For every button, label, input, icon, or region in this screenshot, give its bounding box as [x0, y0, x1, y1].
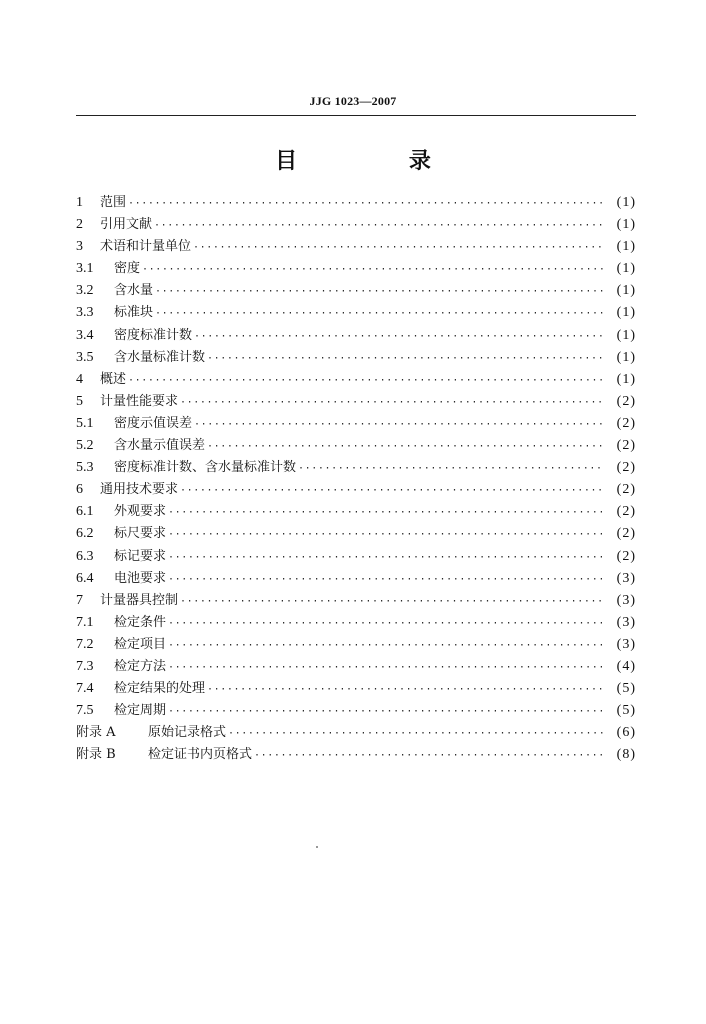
toc-number: 3 [76, 239, 83, 255]
toc-number: 6.1 [76, 504, 94, 520]
toc-page-number: (3) [616, 636, 636, 652]
dot-leader [228, 723, 604, 745]
toc-page-number: (8) [616, 747, 636, 763]
dot-leader [194, 326, 604, 348]
toc-number: 6.2 [76, 526, 94, 542]
toc-entry-3-4[interactable] [76, 325, 636, 347]
dot-leader [128, 370, 604, 392]
toc-number: 1 [76, 195, 83, 210]
toc-title: 检定项目 [114, 636, 167, 652]
toc-entry-3-2[interactable] [76, 280, 636, 302]
toc-title: 通用技术要求 [100, 482, 179, 498]
toc-number: 3.4 [76, 327, 94, 343]
dot-leader [142, 259, 604, 281]
toc-page-number: (4) [616, 658, 636, 674]
toc-number: 3.3 [76, 305, 94, 321]
dot-leader [207, 436, 604, 458]
toc-page-number: (1) [616, 349, 636, 365]
toc-page-number: (1) [616, 217, 636, 233]
toc-title: 引用文献 [100, 217, 153, 233]
toc-page-number: (1) [616, 283, 636, 299]
toc-number: 3.2 [76, 283, 94, 299]
toc-entry-6-1[interactable] [76, 501, 636, 523]
dot-leader [254, 745, 604, 767]
toc-number: 3.5 [76, 349, 94, 365]
toc-entry-7-1[interactable] [76, 612, 636, 634]
toc-number: 附录 B [76, 747, 116, 763]
dot-leader [168, 547, 604, 569]
toc-number: 3.1 [76, 261, 94, 277]
toc-title: 检定证书内页格式 [148, 747, 253, 763]
toc-entry-1[interactable] [76, 192, 636, 214]
toc-number: 7.5 [76, 703, 94, 719]
toc-page-number: (2) [616, 393, 636, 409]
toc-number: 6.3 [76, 548, 94, 564]
header-rule [76, 115, 636, 116]
toc-page-number: (1) [616, 239, 636, 255]
toc-title: 电池要求 [114, 570, 167, 586]
toc-page-number: (3) [616, 570, 636, 586]
toc-number: 7.4 [76, 681, 94, 697]
toc-title: 密度示值误差 [114, 415, 193, 431]
toc-entry-6-3[interactable] [76, 546, 636, 568]
dot-leader [298, 458, 604, 480]
toc-entry-6[interactable] [76, 479, 636, 501]
toc-page-number: (2) [616, 482, 636, 498]
toc-title: 外观要求 [114, 504, 167, 520]
toc-entry-5[interactable] [76, 391, 636, 413]
page-title: 目 录 [275, 149, 483, 174]
dot-leader [180, 591, 604, 613]
toc-page-number: (3) [616, 614, 636, 630]
toc-number: 5.3 [76, 460, 94, 476]
toc-entry-2[interactable] [76, 214, 636, 236]
dot-leader [194, 414, 604, 436]
toc-page-number: (2) [616, 460, 636, 476]
toc-number: 6 [76, 482, 83, 498]
toc-entry-6-4[interactable] [76, 568, 636, 590]
toc-entry-5-3[interactable] [76, 457, 636, 479]
toc-page-number: (5) [616, 703, 636, 719]
toc-title: 含水量标准计数 [114, 349, 206, 365]
toc-entry-3[interactable] [76, 236, 636, 258]
toc-number: 7.2 [76, 636, 94, 652]
toc-page-number: (1) [616, 261, 636, 277]
table-of-contents [76, 192, 636, 766]
dot-leader [155, 303, 604, 325]
toc-title: 标尺要求 [114, 526, 167, 542]
toc-page-number: (6) [616, 725, 636, 741]
toc-number: 4 [76, 371, 83, 387]
toc-title: 计量性能要求 [100, 393, 179, 409]
toc-entry-5-2[interactable] [76, 435, 636, 457]
toc-number: 5.1 [76, 415, 94, 431]
toc-entry-6-2[interactable] [76, 523, 636, 545]
toc-title: 密度标准计数 [114, 327, 193, 343]
toc-number: 7.3 [76, 658, 94, 674]
toc-number: 2 [76, 217, 83, 233]
dot-leader [128, 193, 604, 215]
toc-title: 含水量 [114, 283, 154, 299]
dot-leader [168, 613, 604, 635]
dot-leader [168, 524, 604, 546]
toc-entry-7[interactable] [76, 590, 636, 612]
toc-page-number: (2) [616, 438, 636, 454]
dot-leader [207, 348, 604, 370]
dot-leader [168, 657, 604, 679]
toc-entry-3-1[interactable] [76, 258, 636, 280]
toc-title: 范围 [100, 195, 127, 210]
toc-entry-appendix-b[interactable] [76, 744, 636, 766]
toc-page-number: (1) [616, 305, 636, 321]
dot-leader [168, 569, 604, 591]
toc-entry-4[interactable] [76, 369, 636, 391]
dot-leader [168, 502, 604, 524]
dot-leader [180, 480, 604, 502]
dot-leader [154, 215, 604, 237]
toc-entry-7-5[interactable] [76, 700, 636, 722]
toc-title: 标记要求 [114, 548, 167, 564]
toc-entry-7-4[interactable] [76, 678, 636, 700]
toc-page-number: (3) [616, 592, 636, 608]
toc-title: 检定结果的处理 [114, 681, 206, 697]
toc-number: 5.2 [76, 438, 94, 454]
dot-leader [155, 281, 604, 303]
toc-number: 附录 A [76, 725, 116, 741]
toc-number: 7.1 [76, 614, 94, 630]
toc-number: 5 [76, 393, 83, 409]
dot-leader [168, 701, 604, 723]
scan-speck [316, 846, 318, 848]
toc-entry-3-3[interactable] [76, 302, 636, 324]
toc-title: 含水量示值误差 [114, 438, 206, 454]
toc-title: 密度标准计数、含水量标准计数 [114, 460, 297, 476]
dot-leader [180, 392, 604, 414]
toc-title: 检定方法 [114, 658, 167, 674]
toc-page-number: (2) [616, 548, 636, 564]
toc-page-number: (2) [616, 415, 636, 431]
toc-page-number: (5) [616, 681, 636, 697]
toc-title: 密度 [114, 261, 141, 277]
toc-page-number: (1) [616, 195, 636, 210]
toc-number: 6.4 [76, 570, 94, 586]
dot-leader [207, 679, 604, 701]
toc-title: 检定周期 [114, 703, 167, 719]
toc-page-number: (1) [616, 371, 636, 387]
standard-code: JJG 1023—2007 [309, 94, 397, 108]
toc-entry-5-1[interactable] [76, 413, 636, 435]
dot-leader [168, 635, 604, 657]
toc-title: 标准块 [114, 305, 154, 321]
toc-page-number: (2) [616, 526, 636, 542]
toc-entry-7-2[interactable] [76, 634, 636, 656]
toc-title: 术语和计量单位 [100, 239, 192, 255]
dot-leader [193, 237, 604, 259]
toc-entry-3-5[interactable] [76, 347, 636, 369]
toc-number: 7 [76, 592, 83, 608]
toc-page-number: (2) [616, 504, 636, 520]
toc-page-number: (1) [616, 327, 636, 343]
toc-title: 检定条件 [114, 614, 167, 630]
toc-title: 计量器具控制 [100, 592, 179, 608]
toc-title: 原始记录格式 [148, 725, 227, 741]
toc-title: 概述 [100, 371, 127, 387]
toc-entry-7-3[interactable] [76, 656, 636, 678]
toc-entry-appendix-a[interactable] [76, 722, 636, 744]
